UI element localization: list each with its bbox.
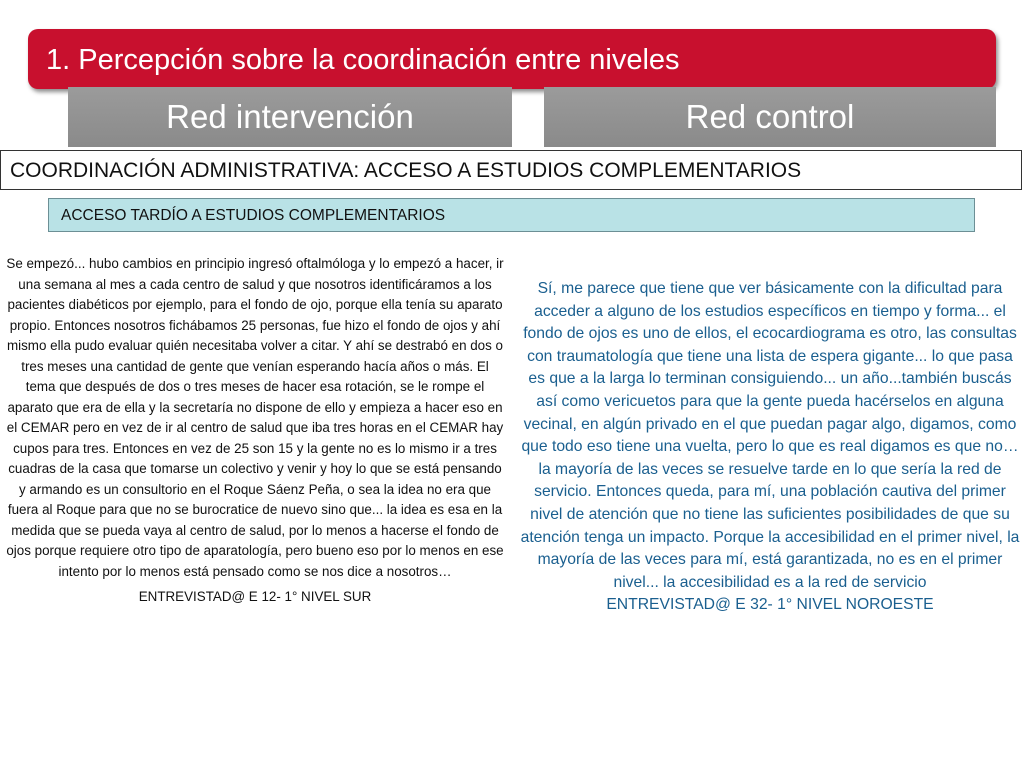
section-header: COORDINACIÓN ADMINISTRATIVA: ACCESO A ESTUDIOS COMPLEMENTARIOS [0,150,1022,190]
tab-red-control: Red control [544,87,996,147]
slide-title: 1. Percepción sobre la coordinación entre niveles [46,44,680,76]
tab-red-intervencion: Red intervención [68,87,512,147]
title-bar [28,29,996,89]
sub-header: ACCESO TARDÍO A ESTUDIOS COMPLEMENTARIOS [48,198,975,232]
left-quote-block [5,254,505,608]
right-quote-credit: ENTREVISTAD@ E 32- 1° NIVEL NOROESTE [606,596,934,614]
left-quote-credit: ENTREVISTAD@ E 12- 1° NIVEL SUR [138,589,372,604]
right-quote-block [517,278,1023,617]
left-quote-text: Se empezó... hubo cambios en principio ingresó oftalmóloga y lo empezó a hacer, ir una semana al mes a cada centro de salud y que nosotros identificáramos a los pacientes diabéticos por ejemplo, para el fondo de ojo, porque ella tenía su aparato propio. Entonces nosotros fichábamos 25 personas, fue hizo el fondo de ojos y ahí mismo ella pudo evaluar quién necesitaba volver a citar. Y ahí se destrabó en dos o tres meses una cantidad de gente que venían esperando hacía años o más. El tema que después de dos o tres meses de hacer esa rotación, se le rompe el aparato que era de ella y la secretaría no dispone de ello y empieza a hacer eso en el CEMAR pero en vez de ir al centro de salud que iba tres horas en el CEMAR hay cupos para tres. Entonces en vez de 25 son 15 y la gente no es lo mismo ir a tres cuadras de la casa que tomarse un colectivo y venir y hoy lo que se está pensando y armando es un consultorio en el Roque Sáenz Peña, o sea la idea no era que fuera al Roque para que no se burocratice de nuevo sino que... la idea es esa en la medida que se pueda vaya al centro de salud, por lo menos a hacerse el fondo de ojos porque requiere otro tipo de aparatología, pero bueno eso por lo menos en ese intento por lo menos está pensado como se nos dice a nosotros… [6,256,504,579]
right-quote-text: Sí, me parece que tiene que ver básicamente con la dificultad para acceder a alguno de los estudios específicos en tiempo y forma... el fondo de ojos es uno de ellos, el ecocardiograma es otro, las consultas con traumatología que tiene una lista de espera gigante... lo que pasa es que a la larga lo terminan consiguiendo... un año...también buscás así como vericuetos para que la gente pueda hacérselos en alguna vecinal, en algún privado en el que puedan pagar algo, digamos, como que todo eso tiene una vuelta, pero lo que es real digamos es que no… la mayoría de las veces se resuelve tarde en lo que sería la red de servicio. Entonces queda, para mí, una población cautiva del primer nivel de atención que no tiene las suficientes posibilidades de que su atención tenga un impacto. Porque la accesibilidad en el primer nivel, la mayoría de las veces para mí, está garantizada, no es en el primer nivel... la accesibilidad es a la red de servicio [520,280,1020,591]
